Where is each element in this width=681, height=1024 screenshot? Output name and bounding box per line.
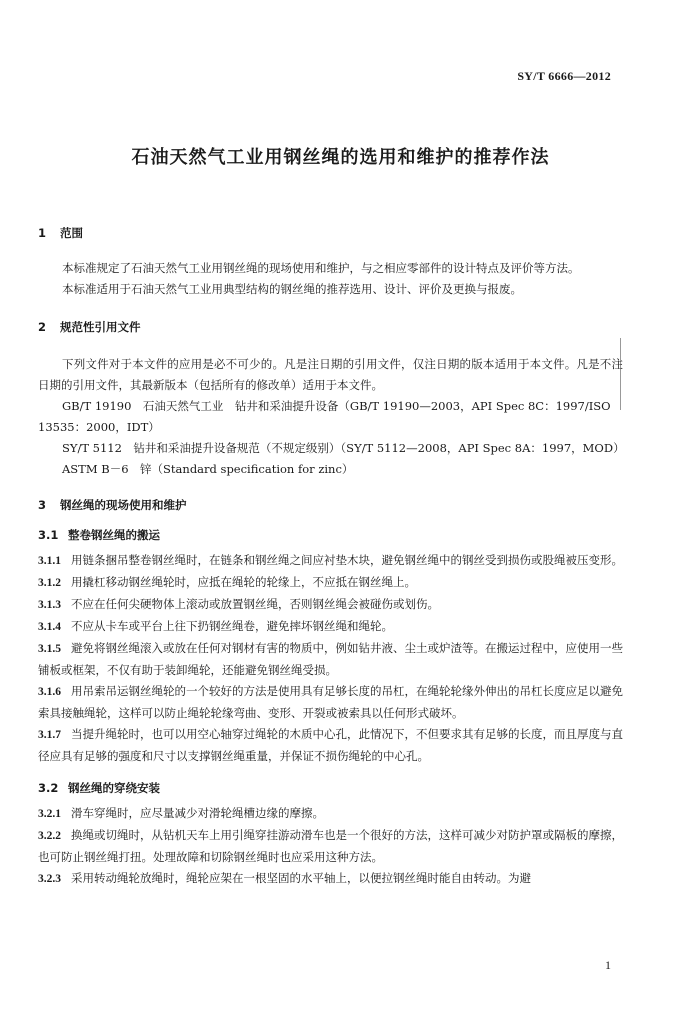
- section-heading-scope: [38, 226, 623, 240]
- clause-number: 3.1.2: [38, 577, 61, 589]
- page-number: 1: [605, 958, 611, 972]
- document-title: 石油天然气工业用钢丝绳的选用和维护的推荐作法: [131, 147, 550, 168]
- reference-item: SY/T 5112 钻井和采油提升设备规范（不规定级别）（SY/T 5112—2008，API Spec 8A：1997，MOD）: [62, 441, 625, 455]
- subsection-heading-installation: [38, 781, 623, 795]
- clause-3-1-7: [38, 724, 623, 767]
- clause-number: 3.1.4: [38, 621, 61, 633]
- subsection-number: 3.2: [38, 781, 59, 795]
- section-title: 钢丝绳的现场使用和维护: [60, 498, 187, 512]
- section-title: 范围: [60, 226, 83, 240]
- subsection-title: 钢丝绳的穿绕安装: [68, 781, 160, 795]
- section-title: 规范性引用文件: [60, 320, 141, 334]
- subsection-title: 整卷钢丝绳的搬运: [68, 528, 160, 542]
- clause-3-1-1: [38, 550, 623, 572]
- clause-list: [38, 550, 623, 767]
- clause-3-2-3: [38, 868, 623, 890]
- clause-number: 3.2.3: [38, 873, 61, 885]
- subsection-heading-handling: [38, 528, 623, 542]
- paragraph: 本标准规定了石油天然气工业用钢丝绳的现场使用和维护，与之相应零部件的设计特点及评价等方法。: [62, 261, 580, 275]
- clause-text: 当提升绳轮时，也可以用空心轴穿过绳轮的木质中心孔，此情况下，不但要求其有足够的长度，而且厚度与直径应具有足够的强度和尺寸以支撑钢丝绳重量，并保证不损伤绳轮的中心孔。: [38, 727, 623, 763]
- clause-text: 用吊索吊运钢丝绳轮的一个较好的方法是使用具有足够长度的吊杠，在绳轮轮缘外伸出的吊杠长度应足以避免索具接触绳轮，这样可以防止绳轮轮缘弯曲、变形、开裂或被索具以任何形式破坏。: [38, 684, 623, 720]
- clause-number: 3.1.6: [38, 686, 61, 698]
- section-number: 3: [38, 498, 47, 512]
- clause-number: 3.1.1: [38, 555, 61, 567]
- clause-text: 不应在任何尖硬物体上滚动或放置钢丝绳，否则钢丝绳会被碰伤或划伤。: [71, 597, 439, 611]
- clause-text: 避免将钢丝绳滚入或放在任何对钢材有害的物质中，例如钻井液、尘土或炉渣等。在搬运过程中，应使用一些铺板或框架，不仅有助于装卸绳轮，还能避免钢丝绳受损。: [38, 641, 623, 677]
- paragraph: 下列文件对于本文件的应用是必不可少的。凡是注日期的引用文件，仅注日期的版本适用于本文件。凡是不注日期的引用文件，其最新版本（包括所有的修改单）适用于本文件。: [38, 357, 623, 392]
- reference-item: GB/T 19190 石油天然气工业 钻井和采油提升设备（GB/T 19190—2003，API Spec 8C：1997/ISO 13535：2000，IDT）: [38, 399, 611, 434]
- clause-3-1-6: [38, 681, 623, 724]
- standard-code: SY/T 6666—2012: [517, 69, 611, 83]
- clause-text: 采用转动绳轮放绳时，绳轮应架在一根坚固的水平轴上，以便拉钢丝绳时能自由转动。为避: [71, 871, 531, 885]
- clause-text: 用撬杠移动钢丝绳轮时，应抵在绳轮的轮缘上，不应抵在钢丝绳上。: [71, 575, 416, 589]
- clause-number: 3.2.1: [38, 808, 61, 820]
- clause-number: 3.1.3: [38, 599, 61, 611]
- section-number: 1: [38, 226, 47, 240]
- clause-3-1-5: [38, 638, 623, 681]
- clause-list: [38, 803, 623, 890]
- reference-item: ASTM B－6 锌（Standard specification for zinc）: [62, 462, 354, 476]
- clause-3-1-4: [38, 616, 623, 638]
- section-heading-field-use: [38, 498, 623, 512]
- clause-3-2-1: [38, 803, 623, 825]
- clause-text: 换绳或切绳时，从钻机天车上用引绳穿挂游动滑车也是一个很好的方法，这样可减少对防护罩或隔板的摩擦，也可防止钢丝绳打扭。处理故障和切除钢丝绳时也应采用这种方法。: [38, 828, 623, 864]
- clause-text: 不应从卡车或平台上往下扔钢丝绳卷，避免摔坏钢丝绳和绳轮。: [71, 619, 393, 633]
- clause-3-2-2: [38, 825, 623, 868]
- clause-3-1-2: [38, 572, 623, 594]
- clause-3-1-3: [38, 594, 623, 616]
- section-number: 2: [38, 320, 47, 334]
- subsection-number: 3.1: [38, 528, 59, 542]
- clause-number: 3.2.2: [38, 830, 61, 842]
- document-body: [38, 226, 623, 890]
- clause-number: 3.1.7: [38, 729, 61, 741]
- paragraph: 本标准适用于石油天然气工业用典型结构的钢丝绳的推荐选用、设计、评价及更换与报废。: [62, 282, 522, 296]
- section-heading-normative-references: [38, 320, 623, 334]
- clause-text: 用链条捆吊整卷钢丝绳时，在链条和钢丝绳之间应衬垫木块，避免钢丝绳中的钢丝受到损伤或股绳被压变形。: [71, 553, 623, 567]
- clause-text: 滑车穿绳时，应尽量减少对滑轮绳槽边缘的摩擦。: [71, 806, 324, 820]
- clause-number: 3.1.5: [38, 643, 61, 655]
